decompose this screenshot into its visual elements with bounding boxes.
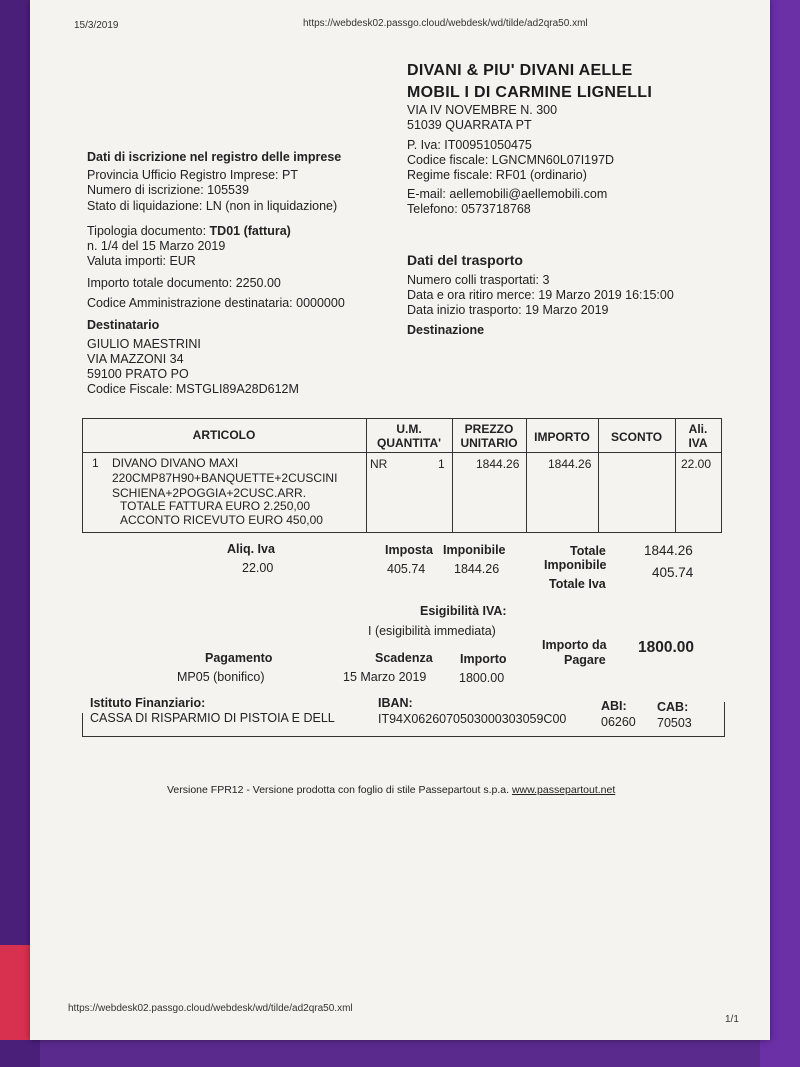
header-quantita: QUANTITA' bbox=[377, 436, 441, 450]
bank-box-left bbox=[82, 713, 83, 737]
recipient-codice-fiscale: Codice Fiscale: MSTGLI89A28D612M bbox=[87, 382, 299, 396]
header-unitario: UNITARIO bbox=[460, 436, 518, 450]
summary-totale-imponibile-label-2: Imponibile bbox=[544, 558, 607, 572]
row-prezzo: 1844.26 bbox=[476, 457, 520, 471]
page-number: 1/1 bbox=[725, 1014, 739, 1025]
istituto-value: CASSA DI RISPARMIO DI PISTOIA E DELL bbox=[90, 711, 335, 725]
summary-imponibile-label: Imponibile bbox=[443, 543, 506, 557]
importo-pagare-value: 1800.00 bbox=[638, 639, 695, 656]
row-desc-2: 220CMP87H90+BANQUETTE+2CUSCINI bbox=[112, 471, 338, 485]
transport-colli: Numero colli trasportati: 3 bbox=[407, 273, 550, 287]
transport-ritiro: Data e ora ritiro merce: 19 Marzo 2019 16:15:00 bbox=[407, 288, 674, 302]
seller-name-line1: DIVANI & PIU' DIVANI AELLE bbox=[407, 62, 633, 79]
abi-label: ABI: bbox=[601, 699, 627, 713]
istituto-label: Istituto Finanziario: bbox=[90, 696, 206, 710]
registry-numero: Numero di iscrizione: 105539 bbox=[87, 183, 249, 197]
esigibilita-value: I (esigibilità immediata) bbox=[368, 624, 496, 638]
row-aliq: 22.00 bbox=[681, 457, 712, 471]
transport-inizio: Data inizio trasporto: 19 Marzo 2019 bbox=[407, 303, 609, 317]
document-importo-totale: Importo totale documento: 2250.00 bbox=[87, 276, 281, 290]
cab-label: CAB: bbox=[657, 700, 689, 714]
importo-label: Importo bbox=[460, 652, 507, 666]
document-tipologia-value: TD01 (fattura) bbox=[209, 224, 291, 238]
summary-totale-imponibile-value: 1844.26 bbox=[644, 543, 693, 558]
registry-stato: Stato di liquidazione: LN (non in liquidazione) bbox=[87, 199, 338, 213]
version-footer bbox=[167, 784, 615, 796]
iban-label: IBAN: bbox=[378, 696, 413, 710]
recipient-address: VIA MAZZONI 34 bbox=[87, 352, 184, 366]
seller-telefono: Telefono: 0573718768 bbox=[407, 202, 531, 216]
scadenza-value: 15 Marzo 2019 bbox=[343, 670, 427, 684]
row-qty: 1 bbox=[438, 457, 445, 471]
abi-value: 06260 bbox=[601, 715, 636, 729]
importo-pagare-label-1: Importo da bbox=[542, 638, 607, 652]
seller-city: 51039 QUARRATA PT bbox=[407, 118, 532, 132]
document-valuta: Valuta importi: EUR bbox=[87, 254, 196, 268]
header-um-quantita bbox=[366, 422, 452, 450]
row-desc-1: DIVANO DIVANO MAXI bbox=[112, 456, 239, 470]
header-um: U.M. bbox=[396, 422, 422, 436]
print-date: 15/3/2019 bbox=[74, 20, 119, 31]
document-numero: n. 1/4 del 15 Marzo 2019 bbox=[87, 239, 226, 253]
version-text: Versione FPR12 - Versione prodotta con foglio di stile Passepartout s.p.a. bbox=[167, 784, 510, 796]
header-sconto: SCONTO bbox=[610, 430, 663, 444]
summary-aliq-label: Aliq. Iva bbox=[227, 542, 275, 556]
cab-value: 70503 bbox=[657, 716, 692, 730]
seller-codice-fiscale: Codice fiscale: LGNCMN60L07I197D bbox=[407, 153, 615, 167]
invoice-page bbox=[30, 0, 770, 1040]
seller-address: VIA IV NOVEMBRE N. 300 bbox=[407, 103, 558, 117]
header-prezzo-unitario bbox=[452, 422, 526, 450]
passepartout-link[interactable]: www.passepartout.net bbox=[511, 784, 616, 796]
header-articolo: ARTICOLO bbox=[192, 428, 256, 442]
row-um: NR bbox=[370, 457, 388, 471]
table-border-bottom bbox=[82, 532, 722, 533]
importo-value: 1800.00 bbox=[459, 671, 505, 685]
registry-provincia: Provincia Ufficio Registro Imprese: PT bbox=[87, 168, 298, 182]
header-aliq: Ali. bbox=[688, 422, 708, 436]
print-url: https://webdesk02.passgo.cloud/webdesk/wd/tilde/ad2qra50.xml bbox=[303, 18, 588, 29]
seller-email: E-mail: aellemobili@aellemobili.com bbox=[407, 187, 608, 201]
document-tipologia-label: Tipologia documento: bbox=[87, 224, 207, 238]
seller-regime: Regime fiscale: RF01 (ordinario) bbox=[407, 168, 587, 182]
summary-imposta-label: Imposta bbox=[385, 543, 433, 557]
header-aliquota-iva bbox=[675, 422, 721, 450]
registry-title: Dati di iscrizione nel registro delle imprese bbox=[87, 150, 342, 164]
table-border-top bbox=[82, 418, 722, 419]
document-tipologia bbox=[87, 224, 291, 238]
summary-totale-imponibile-label-1: Totale bbox=[570, 544, 606, 558]
iban-value: IT94X0626070503000303059C00 bbox=[378, 712, 567, 726]
bottom-url: https://webdesk02.passgo.cloud/webdesk/wd/tilde/ad2qra50.xml bbox=[68, 1003, 353, 1014]
summary-aliq-value: 22.00 bbox=[242, 561, 274, 575]
recipient-title: Destinatario bbox=[87, 318, 160, 332]
pagamento-value: MP05 (bonifico) bbox=[177, 670, 265, 684]
bank-box-right bbox=[724, 702, 725, 737]
row-desc-3: SCHIENA+2POGGIA+2CUSC.ARR. bbox=[112, 486, 307, 500]
document-codice-amm: Codice Amministrazione destinataria: 0000000 bbox=[87, 296, 345, 310]
scadenza-label: Scadenza bbox=[375, 651, 433, 665]
row-desc-5: ACCONTO RICEVUTO EURO 450,00 bbox=[120, 513, 323, 527]
transport-destinazione: Destinazione bbox=[407, 323, 485, 337]
summary-imposta-value: 405.74 bbox=[387, 562, 426, 576]
header-importo: IMPORTO bbox=[534, 430, 590, 444]
bank-box-bottom bbox=[82, 736, 725, 737]
seller-piva: P. Iva: IT00951050475 bbox=[407, 138, 532, 152]
recipient-name: GIULIO MAESTRINI bbox=[87, 337, 201, 351]
row-desc-4: TOTALE FATTURA EURO 2.250,00 bbox=[120, 499, 311, 513]
seller-name-line2: MOBIL I DI CARMINE LIGNELLI bbox=[407, 84, 653, 101]
importo-pagare-label-2: Pagare bbox=[564, 653, 606, 667]
pagamento-label: Pagamento bbox=[205, 651, 273, 665]
table-border-right bbox=[721, 418, 722, 533]
transport-title: Dati del trasporto bbox=[407, 252, 523, 268]
header-prezzo: PREZZO bbox=[464, 422, 514, 436]
recipient-city: 59100 PRATO PO bbox=[87, 367, 189, 381]
esigibilita-label: Esigibilità IVA: bbox=[420, 604, 507, 618]
header-iva: IVA bbox=[688, 436, 708, 450]
row-importo: 1844.26 bbox=[548, 457, 592, 471]
summary-totale-iva-value: 405.74 bbox=[652, 565, 694, 580]
table-header-divider bbox=[82, 452, 722, 453]
summary-totale-iva-label: Totale Iva bbox=[549, 577, 606, 591]
row-number: 1 bbox=[92, 456, 99, 470]
summary-imponibile-value: 1844.26 bbox=[454, 562, 500, 576]
